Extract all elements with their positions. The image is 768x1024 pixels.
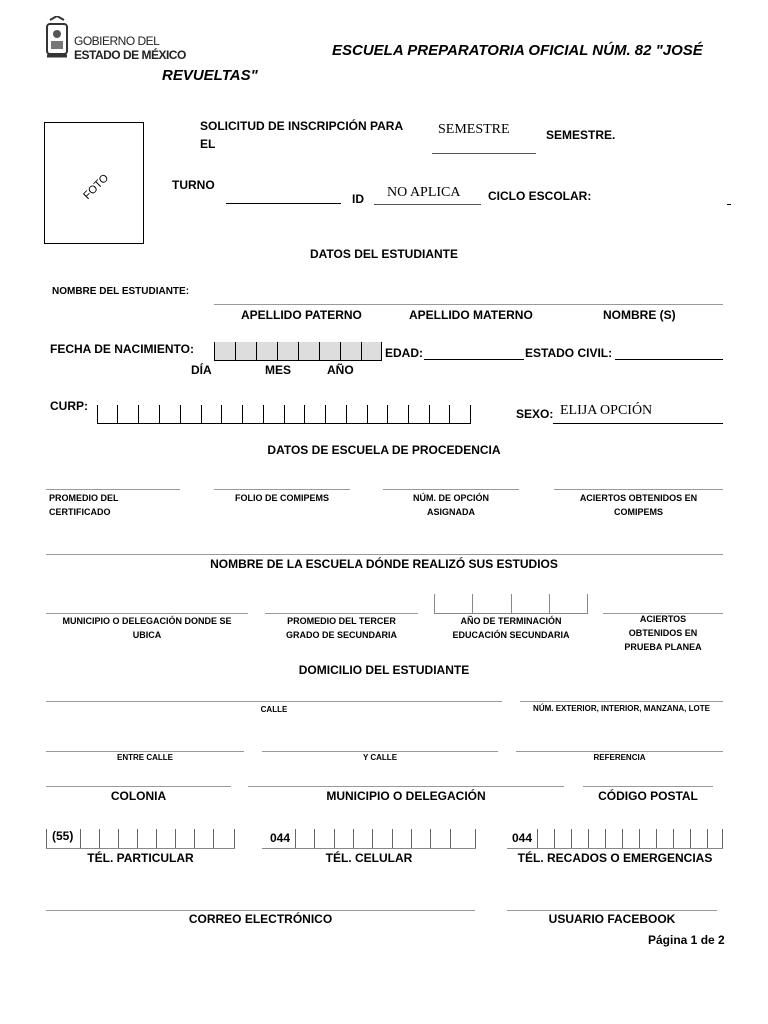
tel-recados-field[interactable] <box>507 829 723 849</box>
colonia-label: COLONIA <box>110 789 167 803</box>
edad-label: EDAD: <box>385 346 423 360</box>
correo-field[interactable] <box>46 910 475 911</box>
curp-label: CURP: <box>50 399 88 413</box>
facebook-field[interactable] <box>507 910 717 911</box>
referencia-label: REFERENCIA <box>593 753 646 762</box>
folio-label: FOLIO DE COMIPEMS <box>234 493 329 503</box>
num-ext-field[interactable] <box>520 701 723 702</box>
id-field[interactable]: NO APLICA <box>387 185 461 200</box>
school-title-cont: REVUELTAS" <box>162 67 258 84</box>
curp-field[interactable] <box>97 405 471 424</box>
photo-label: FOTO <box>81 172 112 202</box>
promedio3-label: PROMEDIO DEL TERCER GRADO DE SECUNDARIA <box>285 616 397 640</box>
gov-line1: GOBIERNO DEL <box>74 34 160 48</box>
semester-suffix: SEMESTRE. <box>546 128 616 142</box>
tel-particular-label: TÉL. PARTICULAR <box>87 851 194 865</box>
referencia-field[interactable] <box>516 751 723 752</box>
municipio-field[interactable] <box>248 786 564 787</box>
opcion-field[interactable] <box>383 489 519 490</box>
photo-box[interactable] <box>44 122 144 244</box>
municipio-label: MUNICIPIO O DELEGACIÓN <box>326 789 486 803</box>
school-name-field[interactable] <box>46 554 723 555</box>
estado-civil-label: ESTADO CIVIL: <box>525 346 613 360</box>
sexo-label: SEXO: <box>516 407 554 421</box>
dia-label: DÍA <box>191 363 212 377</box>
nombres-label: NOMBRE (S) <box>603 308 676 322</box>
promedio-label: PROMEDIO DEL CERTIFICADO <box>49 493 119 517</box>
sexo-field[interactable]: ELIJA OPCIÓN <box>560 403 653 418</box>
aciertos-label: ACIERTOS OBTENIDOS EN COMIPEMS <box>579 493 698 517</box>
edad-field[interactable] <box>424 359 524 360</box>
school-name-label: NOMBRE DE LA ESCUELA DÓNDE REALIZÓ SUS ESTUDIOS <box>210 557 558 571</box>
anio-term-field[interactable] <box>434 594 588 614</box>
request-label: SOLICITUD DE INSCRIPCIÓN PARA <box>200 119 404 133</box>
anio-term-label: AÑO DE TERMINACIÓN EDUCACIÓN SECUNDARIA <box>452 616 570 640</box>
turno-label: TURNO <box>172 178 215 192</box>
num-ext-label: NÚM. EXTERIOR, INTERIOR, MANZANA, LOTE <box>533 704 710 713</box>
ciclo-field[interactable] <box>727 204 731 205</box>
tel-celular-label: TÉL. CELULAR <box>325 851 413 865</box>
municipio-school-label: MUNICIPIO O DELEGACIÓN DONDE SE UBICA <box>62 616 232 640</box>
tel-recados-label: TÉL. RECADOS O EMERGENCIAS <box>517 851 713 865</box>
cel-prefix: 044 <box>270 831 291 845</box>
rec-prefix: 044 <box>512 831 533 845</box>
turno-field[interactable] <box>226 203 341 204</box>
id-label: ID <box>352 192 364 206</box>
y-calle-field[interactable] <box>262 751 498 752</box>
facebook-label: USUARIO FACEBOOK <box>548 912 676 926</box>
gov-line2: ESTADO DE MÉXICO <box>74 48 186 62</box>
aciertos-field[interactable] <box>554 489 723 490</box>
semester-underline <box>432 153 536 154</box>
correo-label: CORREO ELECTRÓNICO <box>188 912 333 926</box>
id-underline <box>374 204 481 205</box>
estado-civil-field[interactable] <box>615 359 723 360</box>
section-address: DOMICILIO DEL ESTUDIANTE <box>298 663 470 677</box>
entre-calle-label: ENTRE CALLE <box>117 753 173 762</box>
name-field[interactable] <box>214 304 723 305</box>
section-student: DATOS DEL ESTUDIANTE <box>309 247 458 261</box>
opcion-label: NÚM. DE OPCIÓN ASIGNADA <box>412 493 489 517</box>
folio-field[interactable] <box>214 489 350 490</box>
colonia-field[interactable] <box>46 786 231 787</box>
calle-label: CALLE <box>260 705 288 714</box>
tel-particular-field[interactable] <box>46 829 235 849</box>
mes-label: MES <box>265 363 292 377</box>
anio-label: AÑO <box>327 363 354 377</box>
request-label-cont: EL <box>200 137 216 151</box>
tel-celular-field[interactable] <box>262 829 476 849</box>
ciclo-label: CICLO ESCOLAR: <box>488 189 592 203</box>
section-school: DATOS DE ESCUELA DE PROCEDENCIA <box>267 443 501 457</box>
birth-label: FECHA DE NACIMIENTO: <box>50 342 194 356</box>
apellido-paterno-label: APELLIDO PATERNO <box>241 308 362 322</box>
promedio-field[interactable] <box>46 489 180 490</box>
name-label: NOMBRE DEL ESTUDIANTE: <box>52 286 190 297</box>
entre-calle-field[interactable] <box>46 751 244 752</box>
calle-field[interactable] <box>46 701 502 702</box>
cp-label: CÓDIGO POSTAL <box>598 789 698 803</box>
birth-date-field[interactable] <box>214 342 382 361</box>
y-calle-label: Y CALLE <box>362 753 398 762</box>
apellido-materno-label: APELLIDO MATERNO <box>409 308 533 322</box>
page-number: Página 1 de 2 <box>648 933 725 947</box>
state-seal-icon <box>44 16 70 62</box>
school-title: ESCUELA PREPARATORIA OFICIAL NÚM. 82 "JOSÉ <box>332 42 703 59</box>
cp-field[interactable] <box>583 786 713 787</box>
sexo-underline <box>553 423 723 424</box>
planea-label: ACIERTOS OBTENIDOS EN PRUEBA PLANEA <box>624 614 702 652</box>
semester-field[interactable]: SEMESTRE <box>438 122 510 137</box>
tel-prefix: (55) <box>52 829 74 843</box>
